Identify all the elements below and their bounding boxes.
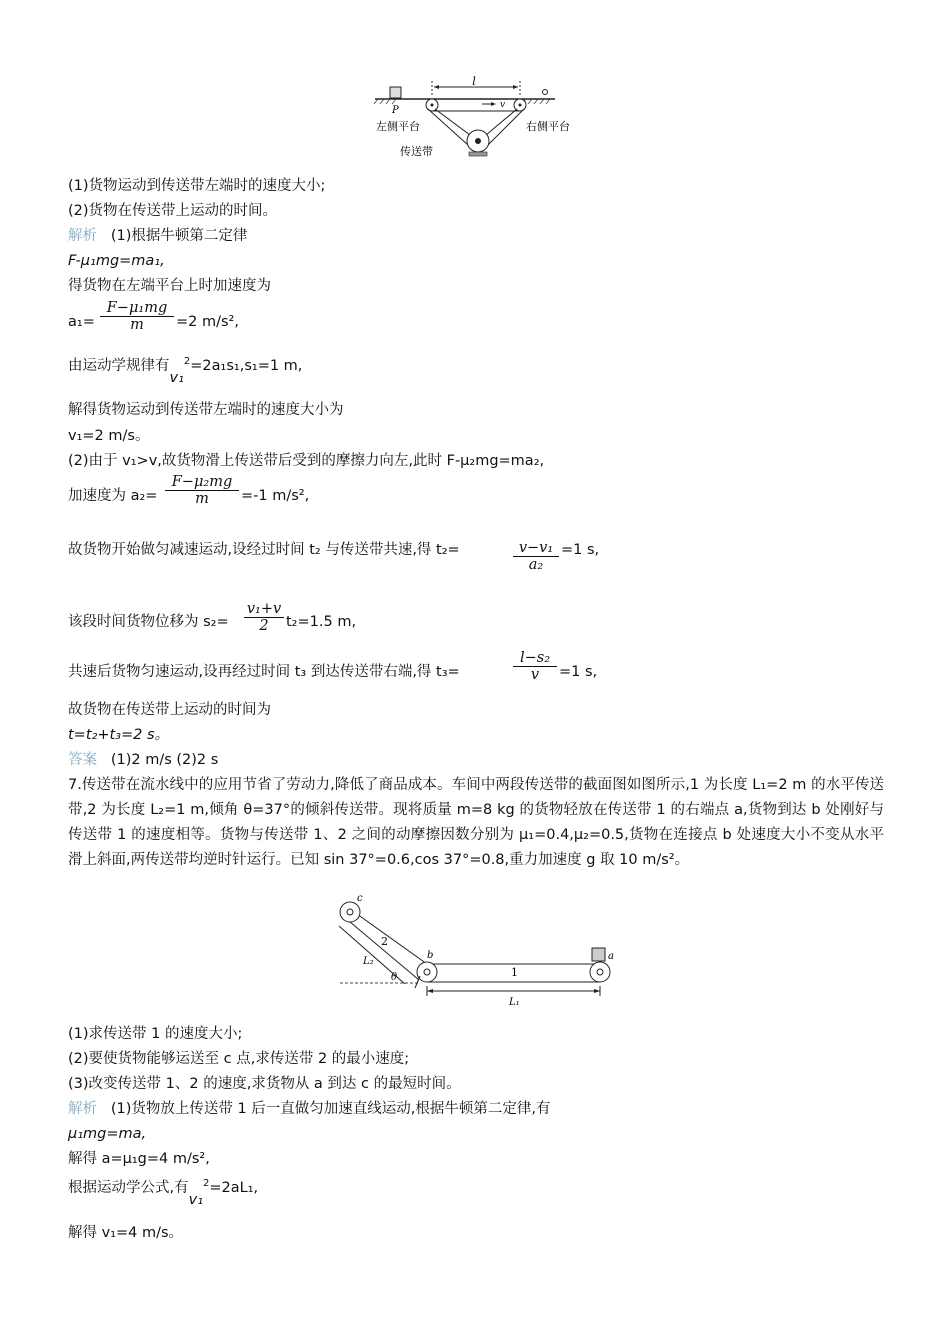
q6-question-2: (2)货物在传送带上运动的时间。 (68, 203, 278, 219)
solve-v1-line: 解得货物运动到传送带左端时的速度大小为 (68, 402, 344, 418)
q7-question-2: (2)要使货物能够运送至 c 点,求传送带 2 的最小速度; (68, 1051, 410, 1067)
s2-rhs: t₂=1.5 m, (286, 614, 357, 630)
cargo-block (390, 87, 401, 98)
q6-question-1: (1)货物运动到传送带左端时的速度大小; (68, 178, 326, 194)
t2-fraction: $\frac{\text{v−v₁}}{\text{a₂}}$ (513, 540, 559, 573)
label-l: l (472, 75, 476, 88)
total-time-line: 故货物在传送带上运动的时间为 (68, 702, 271, 718)
a2-rhs: =-1 m/s², (241, 488, 310, 504)
a1-denominator: m (100, 316, 174, 333)
label-2: 2 (381, 935, 388, 948)
eq-newton: F-μ₁mg=ma₁, (68, 253, 165, 269)
part2-line: (2)由于 v₁>v,故货物滑上传送带后受到的摩擦力向左,此时 F-μ₂mg=ma₂, (68, 453, 545, 469)
total-time-eq: t=t₂+t₃=2 s。 (68, 727, 170, 743)
analysis-tag: 解析 (68, 228, 97, 244)
q7-stem: 7.传送带在流水线中的应用节省了劳动力,降低了商品成本。车间中两段传送带的截面图如图所示,1 为长度 L₁=2 m 的水平传送带,2 为长度 L₂=1 m,倾角 θ=37°的倾斜传送带。现将质量 m=8 kg 的货物轻放在传送带 1 的右端点 a,货物到达 b 处刚好与传送带 1 的速度相等。货物与传送带 1、2 之间的动摩擦因数分别为 μ₁=0.4,μ₂=0.5,货物在连接点 b 处速度大小不变从水平滑上斜面,两传送带均逆时针运行。已知 sin 37°=0.6,cos 37°=0.8,重力加速度 g 取 10 m/s²。 (68, 777, 884, 868)
answer-line (68, 750, 218, 770)
a2-fraction: $\frac{\text{F−μ₂mg}}{m}$ (165, 474, 239, 507)
a1-fraction (100, 300, 174, 333)
q7-kinematics-line: 根据运动学公式,有v₁$^2$=2aL₁, (68, 1178, 259, 1208)
a1-rhs: =2 m/s², (176, 314, 239, 330)
label-left-platform: 左侧平台 (376, 120, 420, 133)
label-P: P (392, 105, 399, 116)
answer-text: (1)2 m/s (2)2 s (110, 752, 219, 768)
label-belt: 传送带 (400, 145, 433, 158)
label-L2: L₂ (363, 956, 374, 967)
q7-v1-result: 解得 v₁=4 m/s。 (68, 1225, 184, 1241)
analysis-intro: (1)根据牛顿第二定律 (110, 228, 248, 244)
s2-fraction: $\frac{\text{v₁+v}}{2}$ (244, 601, 284, 634)
t3-lhs: 共速后货物匀速运动,设再经过时间 t₃ 到达传送带右端,得 t₃= (68, 664, 460, 680)
label-theta: θ (391, 972, 398, 983)
q7-analysis-line: 解析 (1)货物放上传送带 1 后一直做匀加速直线运动,根据牛顿第二定律,有 (68, 1101, 551, 1117)
q7-question-3: (3)改变传送带 1、2 的速度,求货物从 a 到达 c 的最短时间。 (68, 1076, 461, 1092)
t3-rhs: =1 s, (559, 664, 598, 680)
t3-fraction: $\frac{\text{l−s₂}}{v}$ (513, 650, 557, 683)
a2-lhs: 加速度为 a₂= (68, 488, 158, 504)
figure-two-belts (335, 892, 620, 1012)
line-accel: 得货物在左端平台上时加速度为 (68, 278, 271, 294)
cargo-a (592, 948, 605, 961)
s2-lhs: 该段时间货物位移为 s₂= (68, 614, 229, 630)
q6-analysis-line (68, 226, 247, 246)
kinematics-line: 由运动学规律有v₁$^2$=2a₁s₁,s₁=1 m, (68, 356, 303, 386)
analysis-tag: 解析 (68, 1101, 97, 1117)
figure-conveyor-platforms (370, 75, 585, 165)
label-a: a (608, 951, 614, 962)
label-c: c (357, 893, 363, 904)
v1-value: v₁=2 m/s。 (68, 428, 150, 444)
t2-lhs: 故货物开始做匀减速运动,设经过时间 t₂ 与传送带共速,得 t₂= (68, 542, 460, 558)
a1-numerator: F−μ₁mg (106, 300, 168, 316)
label-right-platform: 右侧平台 (526, 120, 570, 133)
answer-tag: 答案 (68, 752, 97, 768)
q7-eq-newton: μ₁mg=ma, (68, 1126, 147, 1142)
label-L1: L₁ (509, 997, 520, 1008)
label-b: b (427, 950, 434, 961)
q7-question-1: (1)求传送带 1 的速度大小; (68, 1026, 243, 1042)
label-1: 1 (511, 966, 518, 979)
q7-solve-a: 解得 a=μ₁g=4 m/s², (68, 1151, 210, 1167)
label-v: v (500, 100, 506, 110)
t2-rhs: =1 s, (561, 542, 600, 558)
a1-lhs: a₁= (68, 314, 95, 330)
